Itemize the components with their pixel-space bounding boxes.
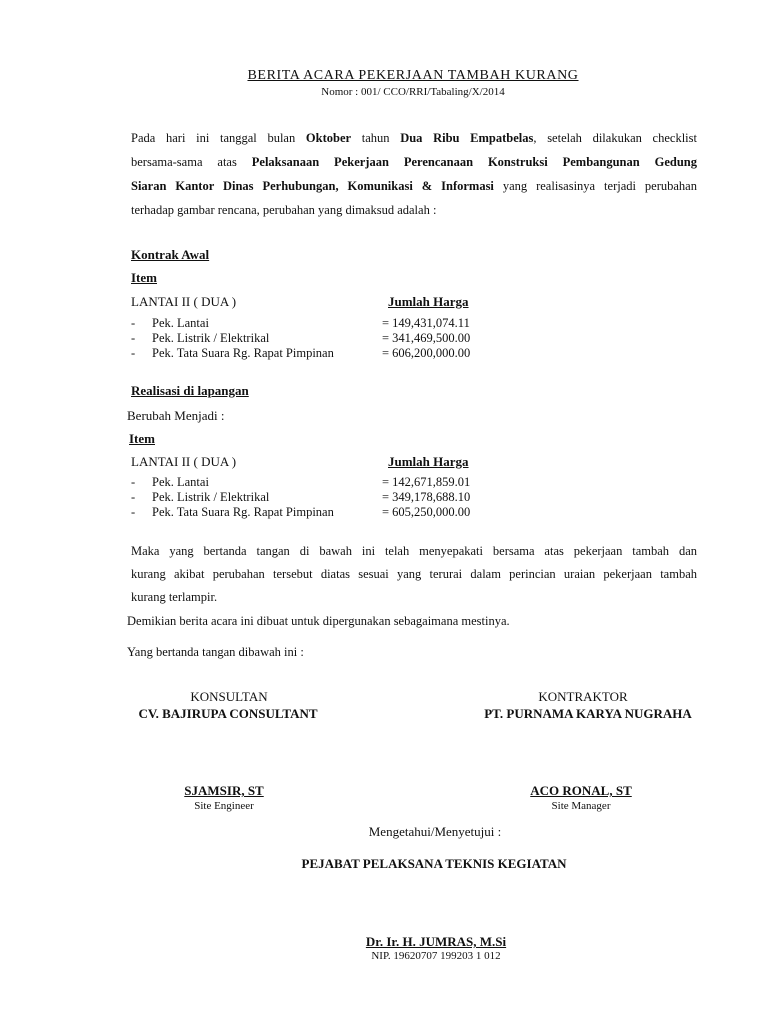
- realisasi-jumlah-harga: Jumlah Harga: [388, 454, 469, 469]
- list-bullet: -: [131, 316, 136, 330]
- intro-paragraph: [131, 126, 697, 222]
- konsultan-signatory-name: SJAMSIR, ST: [184, 783, 264, 798]
- item-value: = 142,671,859.01: [382, 475, 471, 489]
- kontraktor-signatory-name: ACO RONAL, ST: [530, 783, 632, 798]
- list-bullet: -: [131, 346, 136, 360]
- intro-project-cont: Siaran Kantor Dinas Perhubungan, Komunikasi & Informasi: [131, 179, 494, 193]
- pejabat-nip: NIP. 19620707 199203 1 012: [371, 950, 501, 962]
- kontrak-lantai: LANTAI II ( DUA ): [131, 294, 237, 309]
- closing-text: kurang akibat perubahan tersebut diatas sesuai yang terurai dalam perincian uraian pekerjaan tambah: [131, 567, 697, 581]
- intro-text: tahun: [351, 131, 401, 145]
- intro-month: Oktober: [305, 131, 352, 145]
- pejabat-name: Dr. Ir. H. JUMRAS, M.Si: [365, 934, 507, 949]
- item-value: = 341,469,500.00: [382, 331, 471, 345]
- list-item: Pek. Tata Suara Rg. Rapat Pimpinan: [152, 346, 334, 360]
- demikian-text: Demikian berita acara ini dibuat untuk dipergunakan sebagaimana mestinya.: [127, 614, 510, 628]
- list-bullet: -: [131, 331, 136, 345]
- list-item: Pek. Lantai: [152, 316, 209, 330]
- intro-text: bersama-sama atas: [131, 155, 252, 169]
- closing-paragraph: [131, 540, 697, 609]
- intro-text: Pada hari ini tanggal bulan: [131, 131, 306, 145]
- kontraktor-signatory-title: Site Manager: [551, 800, 611, 812]
- item-value: = 605,250,000.00: [382, 505, 471, 519]
- list-item: Pek. Listrik / Elektrikal: [152, 331, 270, 345]
- realisasi-lantai: LANTAI II ( DUA ): [131, 454, 237, 469]
- list-bullet: -: [131, 475, 136, 489]
- list-item: Pek. Tata Suara Rg. Rapat Pimpinan: [152, 505, 334, 519]
- list-item: Pek. Listrik / Elektrikal: [152, 490, 270, 504]
- konsultan-company: CV. BAJIRUPA CONSULTANT: [138, 706, 318, 721]
- kontrak-jumlah-harga: Jumlah Harga: [388, 294, 469, 309]
- kontrak-item-label: Item: [131, 270, 157, 285]
- kontraktor-company: PT. PURNAMA KARYA NUGRAHA: [484, 706, 692, 721]
- pejabat-title: PEJABAT PELAKSANA TEKNIS KEGIATAN: [301, 856, 567, 871]
- intro-text: yang realisasinya terjadi perubahan: [493, 179, 697, 193]
- konsultan-role: KONSULTAN: [190, 689, 268, 704]
- item-value: = 349,178,688.10: [382, 490, 471, 504]
- mengetahui-label: Mengetahui/Menyetujui :: [368, 824, 502, 839]
- intro-year: Dua Ribu Empatbelas: [400, 131, 534, 145]
- document-number: Nomor : 001/ CCO/RRI/Tabaling/X/2014: [321, 86, 505, 98]
- item-value: = 149,431,074.11: [382, 316, 470, 330]
- berubah-label: Berubah Menjadi :: [127, 408, 225, 423]
- signatory-intro: Yang bertanda tangan dibawah ini :: [127, 645, 304, 659]
- realisasi-heading: Realisasi di lapangan: [131, 383, 249, 398]
- kontrak-heading: Kontrak Awal: [131, 247, 210, 262]
- item-value: = 606,200,000.00: [382, 346, 471, 360]
- closing-text: Maka yang bertanda tangan di bawah ini telah menyepakati bersama atas pekerjaan tambah dan: [131, 544, 697, 558]
- document-title: BERITA ACARA PEKERJAAN TAMBAH KURANG: [247, 68, 579, 83]
- list-bullet: -: [131, 505, 136, 519]
- intro-text: terhadap gambar rencana, perubahan yang dimaksud adalah :: [131, 203, 437, 217]
- list-bullet: -: [131, 490, 136, 504]
- list-item: Pek. Lantai: [152, 475, 209, 489]
- konsultan-signatory-title: Site Engineer: [194, 800, 254, 812]
- intro-project: Pelaksanaan Pekerjaan Perencanaan Konstruksi Pembangunan Gedung: [251, 155, 697, 169]
- realisasi-item-label: Item: [129, 431, 155, 446]
- closing-text: kurang terlampir.: [131, 590, 218, 604]
- kontraktor-role: KONTRAKTOR: [538, 689, 628, 704]
- intro-text: , setelah dilakukan checklist: [533, 131, 697, 145]
